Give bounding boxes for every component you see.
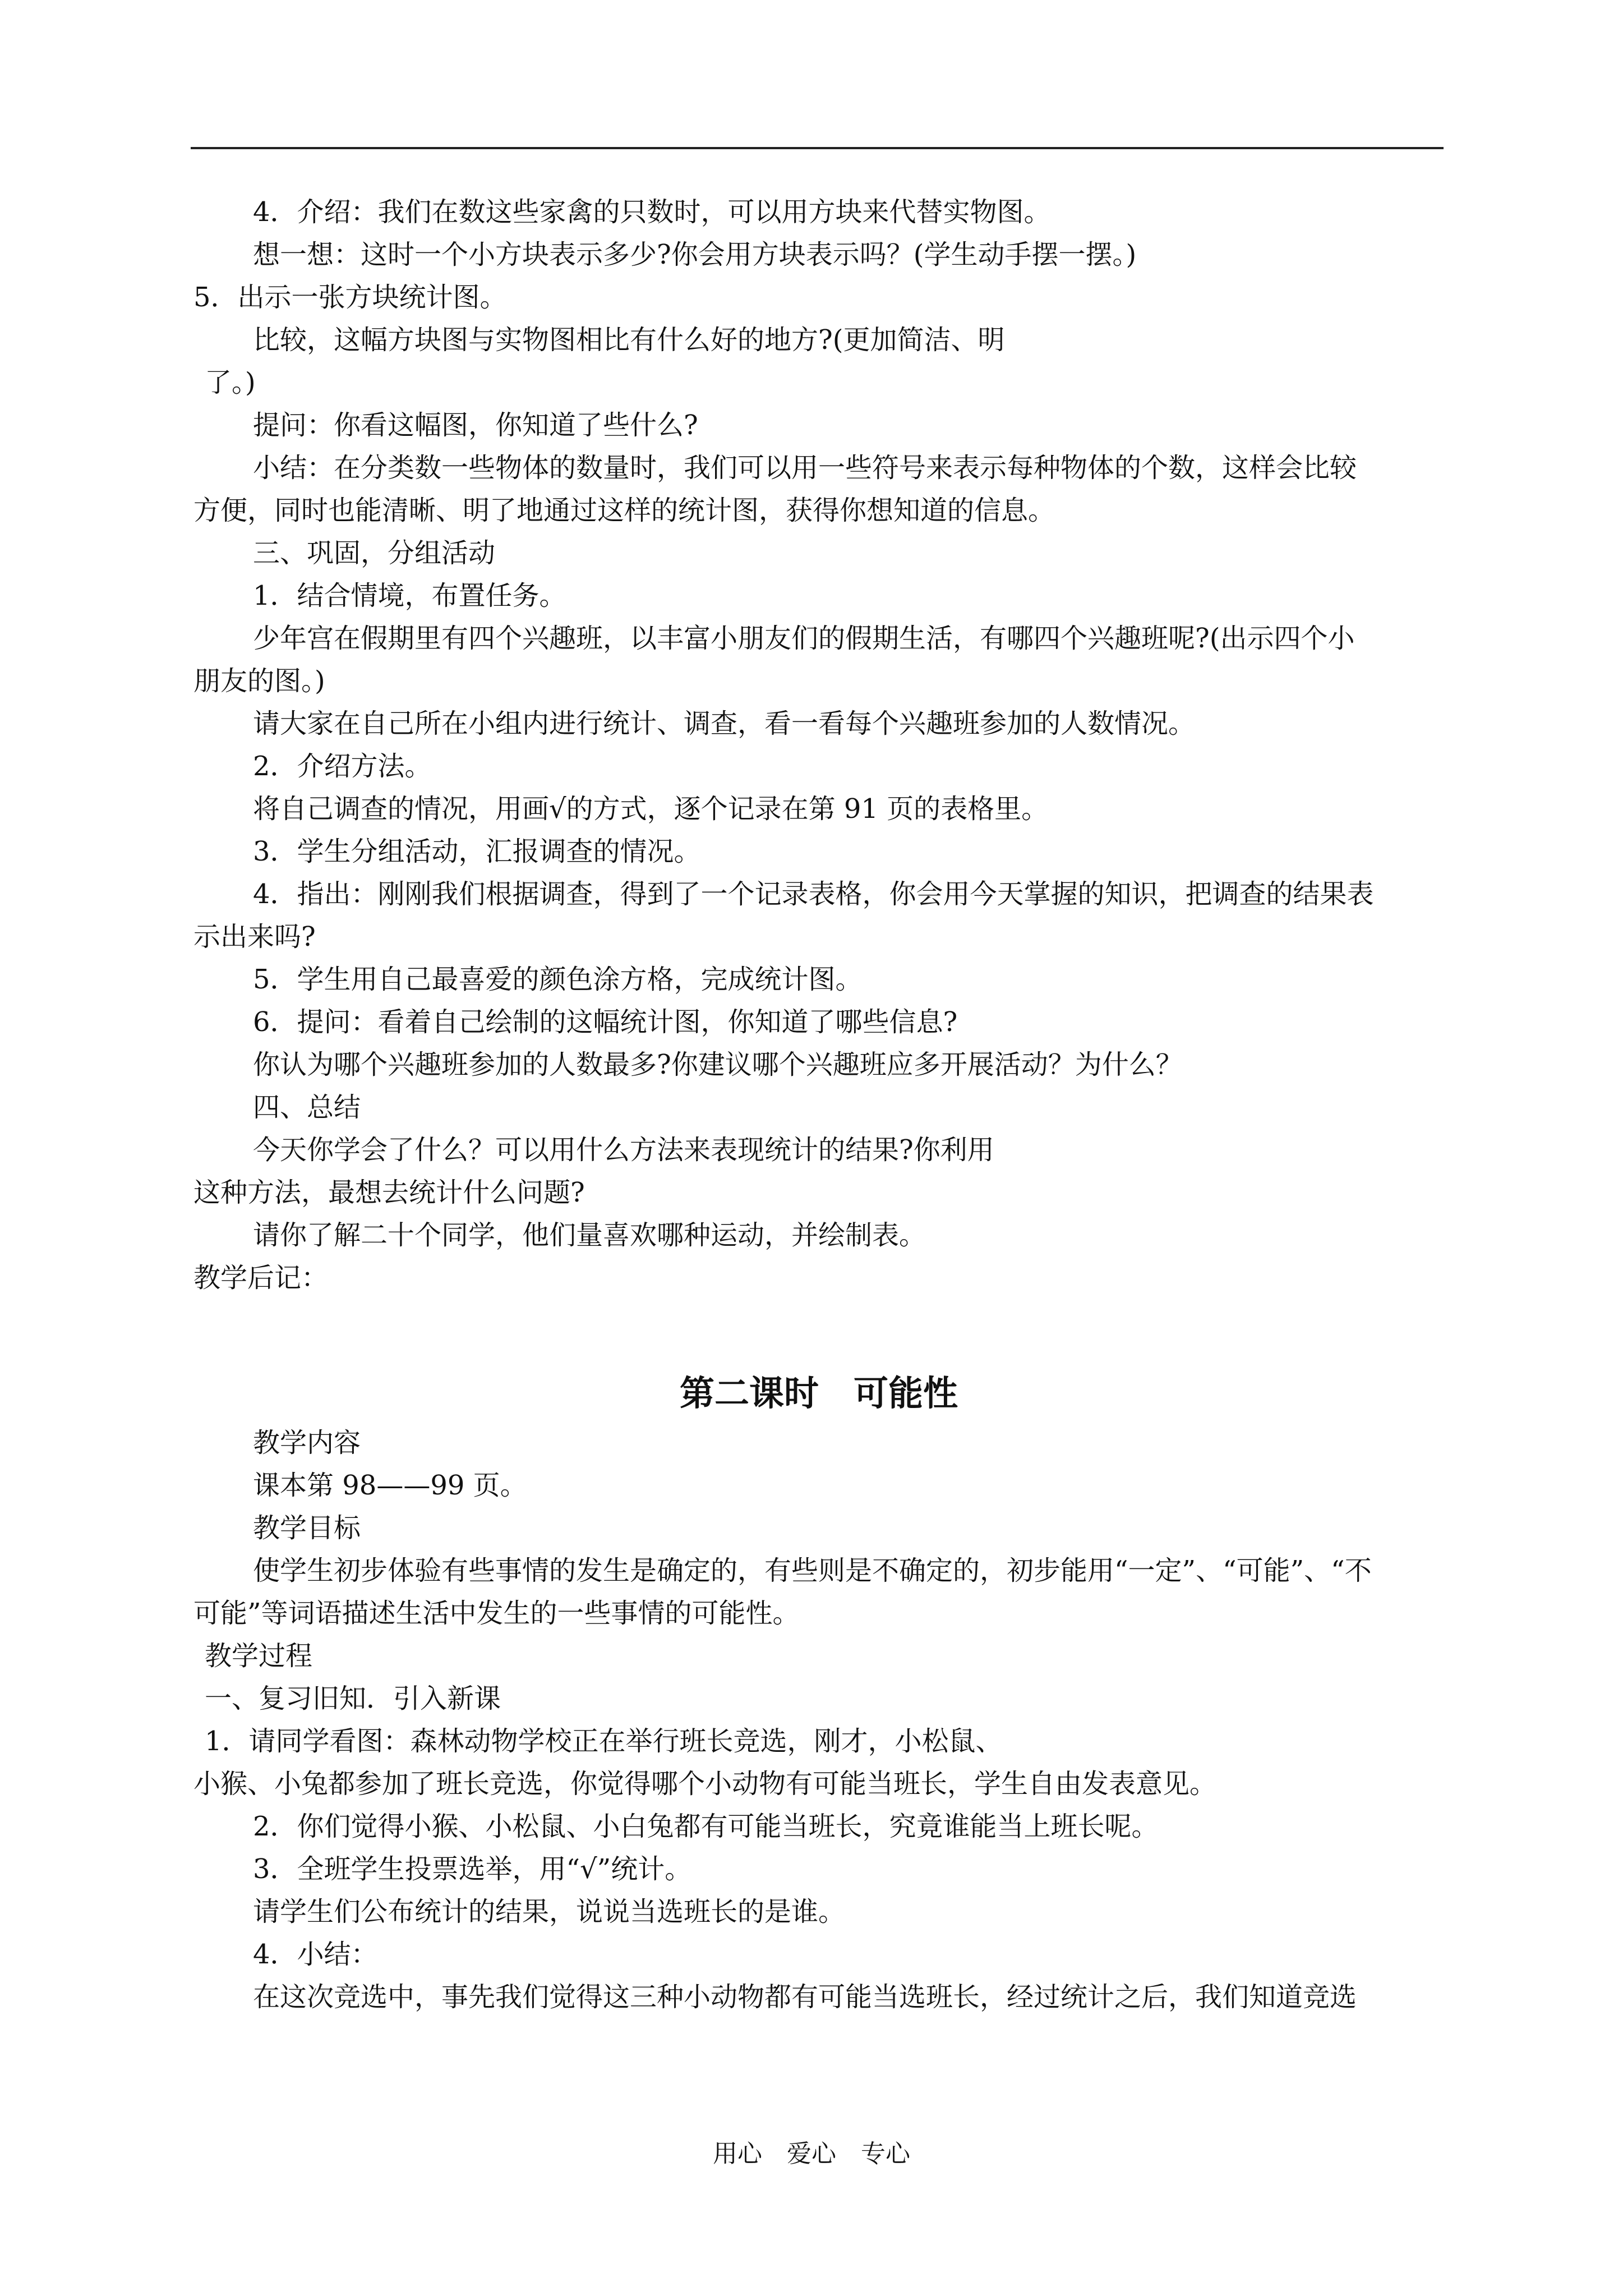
- text-line: 比较，这幅方块图与实物图相比有什么好的地方?(更加简洁、明: [253, 324, 1005, 356]
- text-line: 1．结合情境，布置任务。: [253, 580, 566, 611]
- text-line: 你认为哪个兴趣班参加的人数最多?你建议哪个兴趣班应多开展活动？为什么？: [253, 1049, 1183, 1080]
- section-two: [193, 1421, 1444, 2018]
- text-line: 三、巩固，分组活动: [253, 537, 496, 569]
- text-line: 想一想：这时一个小方块表示多少?你会用方块表示吗？(学生动手摆一摆。): [253, 239, 1137, 270]
- text-line: 教学内容: [253, 1427, 361, 1458]
- text-line: 这种方法，最想去统计什么问题?: [193, 1177, 585, 1208]
- text-line: 一、复习旧知．引入新课: [205, 1683, 501, 1714]
- text-line: 请学生们公布统计的结果，说说当选班长的是谁。: [253, 1896, 846, 1927]
- text-line: 4．小结：: [253, 1939, 378, 1970]
- text-line: 可能”等词语描述生活中发生的一些事情的可能性。: [193, 1598, 800, 1629]
- text-line: 2．介绍方法。: [253, 751, 432, 782]
- text-line: 在这次竞选中，事先我们觉得这三种小动物都有可能当选班长，经过统计之后，我们知道竞选: [253, 1981, 1357, 2013]
- text-line: 5．学生用自己最喜爱的颜色涂方格，完成统计图。: [253, 964, 863, 995]
- text-line: 今天你学会了什么？可以用什么方法来表现统计的结果?你利用: [253, 1134, 994, 1166]
- text-line: 请你了解二十个同学，他们量喜欢哪种运动，并绘制表。: [253, 1220, 926, 1251]
- text-line: 3．学生分组活动，汇报调查的情况。: [253, 836, 701, 867]
- text-line: 教学后记：: [193, 1262, 329, 1294]
- text-line: 1．请同学看图：森林动物学校正在举行班长竞选，刚才，小松鼠、: [205, 1726, 1003, 1757]
- text-line: 5．出示一张方块统计图。: [193, 282, 507, 313]
- text-line: 四、总结: [253, 1092, 361, 1123]
- text-line: 朋友的图。): [193, 665, 325, 697]
- header-rule: [191, 147, 1444, 149]
- text-line: 4．指出：刚刚我们根据调查，得到了一个记录表格，你会用今天掌握的知识，把调查的结果表: [253, 878, 1374, 910]
- text-line: 小结：在分类数一些物体的数量时，我们可以用一些符号来表示每种物体的个数，这样会比较: [253, 452, 1357, 484]
- text-line: 6．提问：看着自己绘制的这幅统计图，你知道了哪些信息?: [253, 1006, 958, 1038]
- text-line: 了。): [205, 367, 256, 398]
- section-one: [193, 191, 1444, 1299]
- text-line: 将自己调查的情况，用画√的方式，逐个记录在第 91 页的表格里。: [253, 793, 1049, 825]
- document-body: [193, 191, 1444, 2018]
- text-line: 方便，同时也能清晰、明了地通过这样的统计图，获得你想知道的信息。: [193, 495, 1055, 526]
- text-line: 课本第 98——99 页。: [253, 1470, 527, 1501]
- text-line: 4．介绍：我们在数这些家禽的只数时，可以用方块来代替实物图。: [253, 196, 1051, 228]
- text-line: 教学目标: [253, 1512, 361, 1544]
- page-footer: 用心 爱心 专心: [713, 2139, 910, 2168]
- text-line: 使学生初步体验有些事情的发生是确定的，有些则是不确定的，初步能用“一定”、“可能”、“不: [253, 1555, 1372, 1586]
- text-line: 请大家在自己所在小组内进行统计、调查，看一看每个兴趣班参加的人数情况。: [253, 708, 1196, 739]
- text-line: 3．全班学生投票选举，用“√”统计。: [253, 1853, 692, 1885]
- lesson-title: 第二课时 可能性: [679, 1373, 958, 1414]
- text-line: 提问：你看这幅图，你知道了些什么?: [253, 409, 698, 441]
- text-line: 2．你们觉得小猴、小松鼠、小白兔都有可能当班长，究竟谁能当上班长呢。: [253, 1811, 1159, 1842]
- text-line: 教学过程: [205, 1640, 313, 1672]
- text-line: 示出来吗?: [193, 921, 316, 953]
- text-line: 小猴、小兔都参加了班长竞选，你觉得哪个小动物有可能当班长，学生自由发表意见。: [193, 1768, 1217, 1800]
- text-line: 少年宫在假期里有四个兴趣班，以丰富小朋友们的假期生活，有哪四个兴趣班呢?(出示四个小: [253, 623, 1355, 654]
